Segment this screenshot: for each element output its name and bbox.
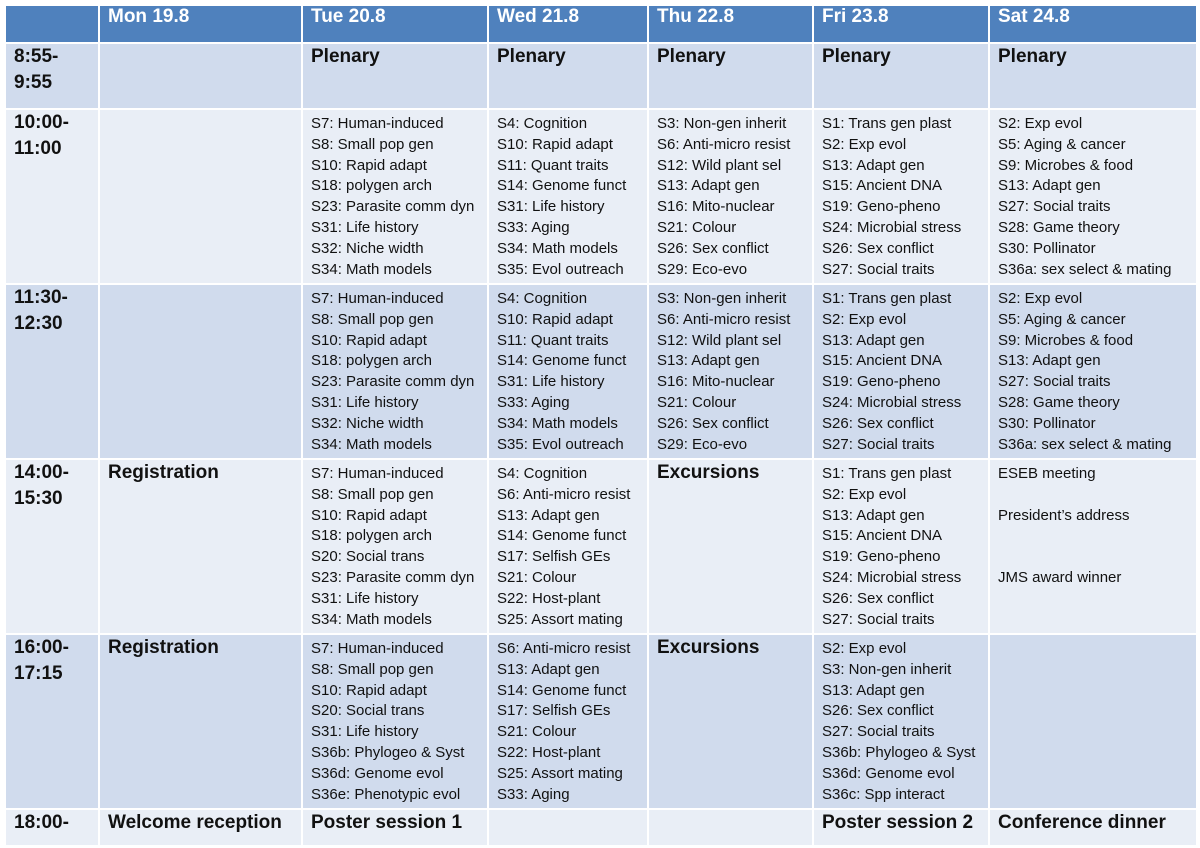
time-slot-label <box>5 43 99 109</box>
session-heading: Welcome reception <box>108 812 282 833</box>
symposium-item: S1: Trans gen plast <box>822 290 952 307</box>
session-heading: Excursions <box>657 637 760 658</box>
schedule-table <box>4 4 1198 847</box>
symposium-item: S4: Cognition <box>497 465 588 482</box>
header-day-sat: Sat 24.8 <box>989 5 1197 43</box>
session-heading: Plenary <box>497 46 566 67</box>
symposium-item: S27: Social traits <box>822 723 935 741</box>
symposium-item: S5: Aging & cancer <box>998 310 1126 328</box>
session-heading: Conference dinner <box>998 812 1166 833</box>
symposium-item: S14: Genome funct <box>497 352 627 370</box>
session-cell-fri <box>813 284 989 459</box>
time-slot-label <box>5 809 99 846</box>
session-cell-tue <box>302 43 488 109</box>
session-cell-tue <box>302 634 488 809</box>
symposium-item: S36b: Phylogeo & Syst <box>822 743 976 761</box>
symposium-item: S2: Exp evol <box>822 310 907 328</box>
symposium-item: S13: Adapt gen <box>822 681 925 699</box>
symposium-item: S2: Exp evol <box>822 640 907 657</box>
symposium-item: S13: Adapt gen <box>822 156 925 174</box>
session-heading: Poster session 1 <box>311 812 463 833</box>
session-cell-sat <box>989 109 1197 284</box>
symposium-item: S21: Colour <box>497 723 577 741</box>
session-heading: Plenary <box>998 46 1067 67</box>
symposium-item: S30: Pollinator <box>998 239 1096 257</box>
time-text: 8:55- <box>14 46 59 67</box>
symposium-item: S8: Small pop gen <box>311 660 434 678</box>
symposium-item: S22: Host-plant <box>497 743 601 761</box>
spacer <box>998 526 1196 547</box>
session-heading: Poster session 2 <box>822 812 974 833</box>
symposium-item: S1: Trans gen plast <box>822 115 952 132</box>
spacer <box>998 485 1196 506</box>
symposium-item: S24: Microbial stress <box>822 218 962 236</box>
symposium-item: ESEB meeting <box>998 465 1096 482</box>
symposium-item: S9: Microbes & food <box>998 331 1134 349</box>
symposium-item: S13: Adapt gen <box>998 177 1101 195</box>
symposium-item: S4: Cognition <box>497 115 588 132</box>
symposium-item: S4: Cognition <box>497 290 588 307</box>
symposium-item: S32: Niche width <box>311 414 424 432</box>
symposium-item: S10: Rapid adapt <box>311 681 427 699</box>
session-cell-sat <box>989 43 1197 109</box>
symposium-item: S6: Anti-micro resist <box>657 135 791 153</box>
session-heading: Excursions <box>657 462 760 483</box>
symposium-item: S36c: Spp interact <box>822 785 945 803</box>
symposium-item: S35: Evol outreach <box>497 435 624 453</box>
symposium-item: S3: Non-gen inherit <box>657 115 787 132</box>
session-cell-wed <box>488 43 648 109</box>
time-slot-row <box>5 109 1197 284</box>
session-heading: Registration <box>108 462 219 483</box>
session-cell-mon <box>99 109 302 284</box>
time-slot-row <box>5 284 1197 459</box>
session-cell-fri <box>813 809 989 846</box>
header-day-wed: Wed 21.8 <box>488 5 648 43</box>
symposium-item: S18: polygen arch <box>311 177 432 195</box>
symposium-item: S7: Human-induced <box>311 465 444 482</box>
symposium-item: S31: Life history <box>311 218 419 236</box>
symposium-item: S18: polygen arch <box>311 352 432 370</box>
session-cell-thu <box>648 634 813 809</box>
session-cell-sat <box>989 809 1197 846</box>
symposium-item: S24: Microbial stress <box>822 393 962 411</box>
symposium-item: S27: Social traits <box>998 373 1111 391</box>
symposium-item: S23: Parasite comm dyn <box>311 198 475 216</box>
time-slot-row <box>5 459 1197 634</box>
symposium-item: S13: Adapt gen <box>497 660 600 678</box>
symposium-item: S11: Quant traits <box>497 331 609 349</box>
session-cell-tue <box>302 284 488 459</box>
time-text: 17:15 <box>14 663 63 684</box>
symposium-item: S10: Rapid adapt <box>497 135 613 153</box>
session-cell-tue <box>302 109 488 284</box>
symposium-item: S19: Geno-pheno <box>822 373 941 391</box>
symposium-item: S35: Evol outreach <box>497 260 624 278</box>
time-text: 11:30- <box>14 287 68 308</box>
symposium-item: S2: Exp evol <box>998 115 1083 132</box>
symposium-item: S34: Math models <box>311 610 432 628</box>
symposium-item: S29: Eco-evo <box>657 260 748 278</box>
symposium-item: S13: Adapt gen <box>497 506 600 524</box>
session-cell-mon <box>99 43 302 109</box>
symposium-item: S23: Parasite comm dyn <box>311 373 475 391</box>
symposium-item: S28: Game theory <box>998 218 1120 236</box>
session-cell-thu <box>648 43 813 109</box>
session-cell-sat <box>989 284 1197 459</box>
symposium-item: S16: Mito-nuclear <box>657 198 775 216</box>
session-cell-thu <box>648 284 813 459</box>
symposium-item: S2: Exp evol <box>822 135 907 153</box>
symposium-item: S26: Sex conflict <box>822 414 934 432</box>
symposium-item: S31: Life history <box>311 723 419 741</box>
symposium-item: S18: polygen arch <box>311 527 432 545</box>
time-text: 16:00- <box>14 637 69 658</box>
symposium-item: S36d: Genome evol <box>311 764 444 782</box>
session-heading: Registration <box>108 637 219 658</box>
symposium-item: S13: Adapt gen <box>657 352 760 370</box>
header-day-fri: Fri 23.8 <box>813 5 989 43</box>
session-cell-mon <box>99 459 302 634</box>
session-cell-wed <box>488 459 648 634</box>
session-cell-sat <box>989 634 1197 809</box>
symposium-item: S19: Geno-pheno <box>822 548 941 566</box>
time-text: 18:00- <box>14 812 69 833</box>
symposium-item: S25: Assort mating <box>497 610 623 628</box>
spacer <box>998 547 1196 568</box>
session-cell-fri <box>813 43 989 109</box>
time-text: 15:30 <box>14 488 63 509</box>
symposium-item: S31: Life history <box>497 198 605 216</box>
symposium-item: S26: Sex conflict <box>657 414 769 432</box>
symposium-item: S26: Sex conflict <box>822 589 934 607</box>
symposium-item: S27: Social traits <box>822 610 935 628</box>
symposium-item: S6: Anti-micro resist <box>657 310 791 328</box>
symposium-item: S36e: Phenotypic evol <box>311 785 461 803</box>
symposium-item: S24: Microbial stress <box>822 568 962 586</box>
time-slot-row <box>5 43 1197 109</box>
time-slot-label <box>5 459 99 634</box>
symposium-item: S6: Anti-micro resist <box>497 640 631 657</box>
symposium-item: S7: Human-induced <box>311 640 444 657</box>
symposium-item: S34: Math models <box>311 435 432 453</box>
symposium-item: S34: Math models <box>497 414 618 432</box>
symposium-item: S14: Genome funct <box>497 681 627 699</box>
symposium-item: S33: Aging <box>497 218 570 236</box>
session-cell-thu <box>648 809 813 846</box>
session-cell-thu <box>648 109 813 284</box>
symposium-item: S13: Adapt gen <box>822 331 925 349</box>
symposium-item: S12: Wild plant sel <box>657 331 782 349</box>
symposium-item: S25: Assort mating <box>497 764 623 782</box>
session-cell-mon <box>99 809 302 846</box>
header-day-tue: Tue 20.8 <box>302 5 488 43</box>
session-cell-sat <box>989 459 1197 634</box>
symposium-item: S13: Adapt gen <box>998 352 1101 370</box>
symposium-item: S31: Life history <box>311 393 419 411</box>
session-cell-mon <box>99 284 302 459</box>
symposium-item: S33: Aging <box>497 393 570 411</box>
symposium-item: S9: Microbes & food <box>998 156 1134 174</box>
symposium-item: S30: Pollinator <box>998 414 1096 432</box>
time-slot-label <box>5 284 99 459</box>
session-cell-thu <box>648 459 813 634</box>
symposium-item: JMS award winner <box>998 568 1122 586</box>
session-cell-mon <box>99 634 302 809</box>
symposium-item: S33: Aging <box>497 785 570 803</box>
symposium-item: S20: Social trans <box>311 548 425 566</box>
header-day-mon: Mon 19.8 <box>99 5 302 43</box>
symposium-item: S26: Sex conflict <box>822 702 934 720</box>
symposium-item: S23: Parasite comm dyn <box>311 568 475 586</box>
symposium-item: S36d: Genome evol <box>822 764 955 782</box>
symposium-item: S26: Sex conflict <box>822 239 934 257</box>
time-text: 12:30 <box>14 313 63 334</box>
symposium-item: S16: Mito-nuclear <box>657 373 775 391</box>
symposium-item: S12: Wild plant sel <box>657 156 782 174</box>
symposium-item: S27: Social traits <box>822 260 935 278</box>
session-heading: Plenary <box>822 46 891 67</box>
symposium-item: S13: Adapt gen <box>657 177 760 195</box>
session-cell-wed <box>488 634 648 809</box>
symposium-item: S15: Ancient DNA <box>822 352 943 370</box>
session-cell-fri <box>813 459 989 634</box>
time-text: 14:00- <box>14 462 69 483</box>
symposium-item: S17: Selfish GEs <box>497 702 611 720</box>
symposium-item: S27: Social traits <box>822 435 935 453</box>
symposium-item: S2: Exp evol <box>998 290 1083 307</box>
symposium-item: S21: Colour <box>497 568 577 586</box>
session-cell-fri <box>813 109 989 284</box>
symposium-item: S31: Life history <box>497 373 605 391</box>
time-slot-row <box>5 634 1197 809</box>
session-cell-tue <box>302 459 488 634</box>
session-cell-wed <box>488 284 648 459</box>
symposium-item: S3: Non-gen inherit <box>657 290 787 307</box>
symposium-item: S10: Rapid adapt <box>311 331 427 349</box>
symposium-item: S29: Eco-evo <box>657 435 748 453</box>
symposium-item: S6: Anti-micro resist <box>497 485 631 503</box>
symposium-item: S21: Colour <box>657 218 737 236</box>
symposium-item: S26: Sex conflict <box>657 239 769 257</box>
symposium-item: S21: Colour <box>657 393 737 411</box>
symposium-item: S13: Adapt gen <box>822 506 925 524</box>
session-cell-tue <box>302 809 488 846</box>
symposium-item: S15: Ancient DNA <box>822 177 943 195</box>
symposium-item: S34: Math models <box>497 239 618 257</box>
session-heading: Plenary <box>311 46 380 67</box>
symposium-item: S17: Selfish GEs <box>497 548 611 566</box>
symposium-item: S7: Human-induced <box>311 290 444 307</box>
time-text: 9:55 <box>14 72 53 93</box>
symposium-item: S28: Game theory <box>998 393 1120 411</box>
session-cell-wed <box>488 109 648 284</box>
header-day-thu: Thu 22.8 <box>648 5 813 43</box>
session-cell-wed <box>488 809 648 846</box>
symposium-item: S14: Genome funct <box>497 527 627 545</box>
symposium-item: S8: Small pop gen <box>311 135 434 153</box>
symposium-item: S27: Social traits <box>998 198 1111 216</box>
symposium-item: S22: Host-plant <box>497 589 601 607</box>
symposium-item: S11: Quant traits <box>497 156 609 174</box>
symposium-item: S8: Small pop gen <box>311 310 434 328</box>
symposium-item: S8: Small pop gen <box>311 485 434 503</box>
symposium-item: S19: Geno-pheno <box>822 198 941 216</box>
symposium-item: S7: Human-induced <box>311 115 444 132</box>
symposium-item: S2: Exp evol <box>822 485 907 503</box>
symposium-item: S10: Rapid adapt <box>497 310 613 328</box>
symposium-item: S3: Non-gen inherit <box>822 660 952 678</box>
symposium-item: S10: Rapid adapt <box>311 506 427 524</box>
header-row <box>5 5 1197 43</box>
symposium-item: S14: Genome funct <box>497 177 627 195</box>
symposium-item: S10: Rapid adapt <box>311 156 427 174</box>
time-slot-label <box>5 634 99 809</box>
symposium-item: S20: Social trans <box>311 702 425 720</box>
symposium-item: S31: Life history <box>311 589 419 607</box>
symposium-item: President’s address <box>998 506 1130 524</box>
symposium-item: S36a: sex select & mating <box>998 260 1172 278</box>
time-text: 10:00- <box>14 112 69 133</box>
session-heading: Plenary <box>657 46 726 67</box>
session-cell-fri <box>813 634 989 809</box>
time-slot-label <box>5 109 99 284</box>
symposium-item: S36b: Phylogeo & Syst <box>311 743 465 761</box>
symposium-item: S32: Niche width <box>311 239 424 257</box>
time-slot-row <box>5 809 1197 846</box>
header-corner <box>5 5 99 43</box>
symposium-item: S34: Math models <box>311 260 432 278</box>
symposium-item: S15: Ancient DNA <box>822 527 943 545</box>
time-text: 11:00 <box>14 138 62 159</box>
symposium-item: S36a: sex select & mating <box>998 435 1172 453</box>
symposium-item: S5: Aging & cancer <box>998 135 1126 153</box>
symposium-item: S1: Trans gen plast <box>822 465 952 482</box>
